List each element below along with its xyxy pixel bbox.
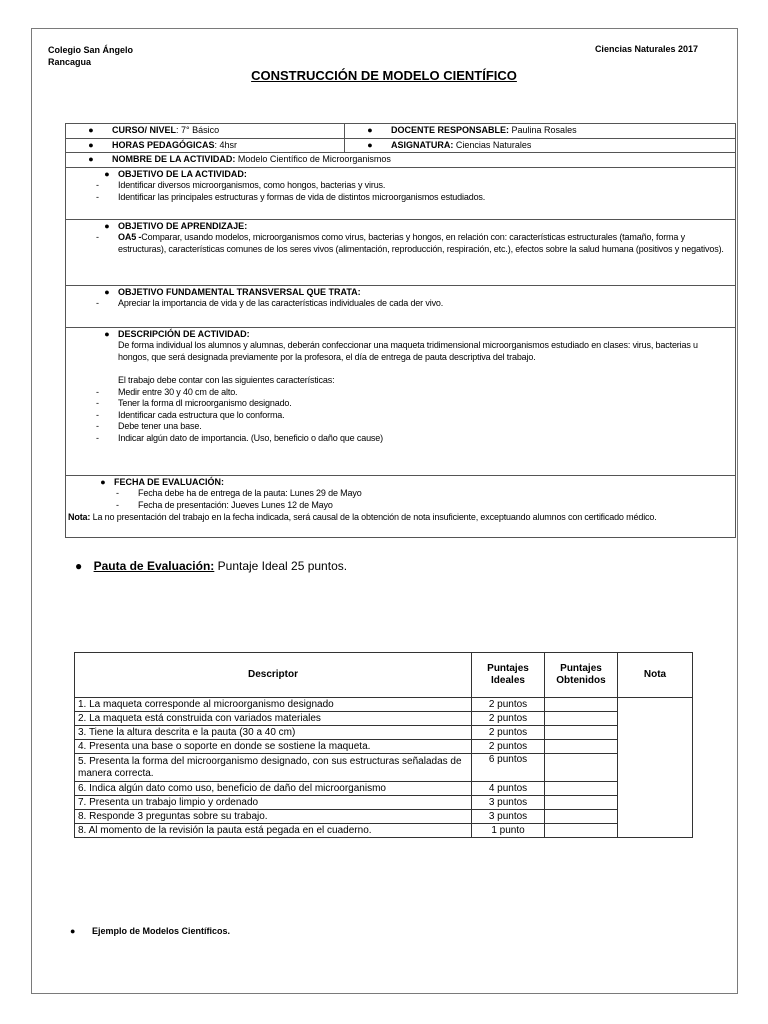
obtenido-cell bbox=[545, 698, 618, 712]
activity-info-table bbox=[65, 123, 736, 538]
descriptor-cell: 6. Indica algún dato como uso, beneficio de daño del microorganismo bbox=[75, 782, 472, 796]
obtenido-cell bbox=[545, 796, 618, 810]
descripcion-item: - Identificar cada estructura que lo conforma. bbox=[96, 409, 285, 420]
bullet-icon: ● bbox=[104, 168, 110, 179]
descriptor-cell: 8. Al momento de la revisión la pauta está pegada en el cuaderno. bbox=[75, 824, 472, 838]
descripcion-text: De forma individual los alumnos y alumnas, deberán confeccionar una maqueta tridimensional microorganismos estudiado en clases: virus, bacterias u hongos, que será designada previamente por la profesora, el día de entrega de pauta descriptiva del trabajo. bbox=[118, 340, 698, 362]
asignatura-label: ASIGNATURA: bbox=[391, 139, 454, 150]
evaluation-table bbox=[74, 652, 693, 838]
descriptor-cell: 7. Presenta un trabajo limpio y ordenado bbox=[75, 796, 472, 810]
descripcion-item: - Tener la forma dl microorganismo designado. bbox=[96, 398, 292, 408]
objetivo-label: OBJETIVO DE LA ACTIVIDAD: bbox=[118, 168, 247, 179]
descriptor-cell: 8. Responde 3 preguntas sobre su trabajo. bbox=[75, 810, 472, 824]
transversal-item: - Apreciar la importancia de vida y de las características individuales de cada der vivo. bbox=[96, 298, 444, 308]
bullet-icon: ● bbox=[88, 125, 94, 135]
table-row bbox=[75, 824, 693, 838]
actividad-label: NOMBRE DE LA ACTIVIDAD: bbox=[112, 154, 236, 164]
nota-cell bbox=[618, 698, 693, 838]
descripcion-item: - Indicar algún dato de importancia. (Uso, beneficio o daño que cause) bbox=[96, 432, 383, 443]
curso-value: : 7° Básico bbox=[176, 125, 220, 135]
descripcion-item: - Medir entre 30 y 40 cm de alto. bbox=[96, 386, 238, 397]
horas-label: HORAS PEDAGÓGICAS bbox=[112, 139, 215, 150]
bullet-icon: ● bbox=[88, 154, 94, 164]
ideal-cell: 3 puntos bbox=[472, 796, 545, 810]
curso-cell bbox=[66, 124, 345, 139]
ideal-cell: 2 puntos bbox=[472, 712, 545, 726]
aprendizaje-text: - OA5 -Comparar, usando modelos, microorganismos como virus, bacterias y hongos, en relación con: características estructurales (tamaño, forma y estructuras), características comunes de los seres vivos (alimentación, reproducción, respiración, etc.), efectos sobre la salud humana (positivos y negativos). bbox=[96, 232, 724, 254]
objetivo-item: - Identificar las principales estructuras y formas de vida de distintos microorganismos estudiados. bbox=[96, 191, 486, 202]
table-row bbox=[75, 698, 693, 712]
horas-value: : 4hsr bbox=[214, 139, 238, 150]
obtenido-cell bbox=[545, 726, 618, 740]
horas-cell bbox=[66, 138, 345, 153]
bullet-icon: ● bbox=[75, 559, 83, 573]
header-descriptor: Descriptor bbox=[75, 653, 472, 698]
table-row bbox=[75, 796, 693, 810]
obtenido-cell bbox=[545, 824, 618, 838]
transversal-label: OBJETIVO FUNDAMENTAL TRANSVERSAL QUE TRATA: bbox=[118, 286, 361, 297]
obtenido-cell bbox=[545, 782, 618, 796]
objetivo-item: - Identificar diversos microorganismos, como hongos, bacterias y virus. bbox=[96, 180, 386, 190]
asignatura-value: Ciencias Naturales bbox=[455, 139, 532, 150]
school-name: Colegio San Ángelo bbox=[48, 45, 134, 55]
ideal-cell: 2 puntos bbox=[472, 698, 545, 712]
descriptor-cell: 3. Tiene la altura descrita e la pauta (30 a 40 cm) bbox=[75, 726, 472, 740]
objetivo-cell bbox=[66, 167, 736, 219]
fecha-cell bbox=[66, 475, 736, 537]
table-row bbox=[75, 810, 693, 824]
descriptor-cell: 4. Presenta una base o soporte en donde se sostiene la maqueta. bbox=[75, 740, 472, 754]
pauta-label: Pauta de Evaluación: bbox=[93, 559, 215, 573]
ideal-cell: 1 punto bbox=[472, 824, 545, 838]
nota-text: Nota: La no presentación del trabajo en la fecha indicada, será causal de la obtención de nota insuficiente, exceptuando alumnos con certificado médico. bbox=[68, 512, 657, 522]
actividad-value: Modelo Científico de Microorganismos bbox=[237, 154, 391, 164]
header-obtenidos: Puntajes Obtenidos bbox=[545, 653, 618, 698]
header-nota: Nota bbox=[618, 653, 693, 698]
aprendizaje-cell bbox=[66, 219, 736, 285]
obtenido-cell bbox=[545, 740, 618, 754]
bullet-icon: ● bbox=[104, 220, 110, 231]
table-row bbox=[75, 712, 693, 726]
table-row bbox=[75, 740, 693, 754]
bullet-icon: ● bbox=[88, 139, 94, 150]
school-city: Rancagua bbox=[48, 57, 92, 67]
fecha-label: FECHA DE EVALUACIÓN: bbox=[114, 476, 224, 487]
ejemplo-label: Ejemplo de Modelos Científicos. bbox=[91, 926, 230, 936]
docente-label: DOCENTE RESPONSABLE: bbox=[391, 125, 510, 135]
subject-year: Ciencias Naturales 2017 bbox=[594, 44, 698, 54]
bullet-icon: ● bbox=[367, 139, 373, 150]
curso-label: CURSO/ NIVEL bbox=[112, 125, 177, 135]
bullet-icon: ● bbox=[104, 286, 110, 297]
actividad-cell bbox=[66, 153, 736, 168]
bullet-icon: ● bbox=[100, 476, 106, 487]
pauta-heading bbox=[75, 559, 347, 573]
bullet-icon: ● bbox=[70, 926, 76, 936]
pauta-value: Puntaje Ideal 25 puntos. bbox=[217, 559, 348, 573]
asignatura-cell bbox=[345, 138, 736, 153]
document-title: CONSTRUCCIÓN DE MODELO CIENTÍFICO bbox=[251, 68, 517, 83]
descriptor-cell: 5. Presenta la forma del microorganismo designado, con sus estructuras señaladas de manera correcta. bbox=[75, 754, 472, 782]
fecha-item: - Fecha de presentación: Jueves Lunes 12 de Mayo bbox=[116, 499, 333, 510]
table-row bbox=[75, 726, 693, 740]
descripcion-intro: El trabajo debe contar con las siguientes características: bbox=[118, 375, 335, 385]
obtenido-cell bbox=[545, 712, 618, 726]
ideal-cell: 6 puntos bbox=[472, 754, 545, 782]
bullet-icon: ● bbox=[104, 328, 110, 339]
ideal-cell: 2 puntos bbox=[472, 726, 545, 740]
bullet-icon: ● bbox=[367, 125, 373, 135]
descriptor-cell: 2. La maqueta está construida con variados materiales bbox=[75, 712, 472, 726]
table-row bbox=[75, 782, 693, 796]
fecha-item: - Fecha debe ha de entrega de la pauta: Lunes 29 de Mayo bbox=[116, 488, 362, 498]
transversal-cell bbox=[66, 285, 736, 327]
aprendizaje-label: OBJETIVO DE APRENDIZAJE: bbox=[118, 220, 248, 231]
descripcion-item: - Debe tener una base. bbox=[96, 421, 202, 431]
school-header bbox=[48, 44, 133, 68]
ideal-cell: 4 puntos bbox=[472, 782, 545, 796]
table-row bbox=[75, 754, 693, 782]
docente-cell bbox=[345, 124, 736, 139]
ejemplo-heading bbox=[70, 926, 230, 936]
descriptor-cell: 1. La maqueta corresponde al microorganismo designado bbox=[75, 698, 472, 712]
ideal-cell: 3 puntos bbox=[472, 810, 545, 824]
obtenido-cell bbox=[545, 810, 618, 824]
descripcion-cell bbox=[66, 327, 736, 475]
ideal-cell: 2 puntos bbox=[472, 740, 545, 754]
obtenido-cell bbox=[545, 754, 618, 782]
descripcion-label: DESCRIPCIÓN DE ACTIVIDAD: bbox=[118, 328, 250, 339]
header-ideales: Puntajes Ideales bbox=[472, 653, 545, 698]
docente-value: Paulina Rosales bbox=[511, 125, 577, 135]
